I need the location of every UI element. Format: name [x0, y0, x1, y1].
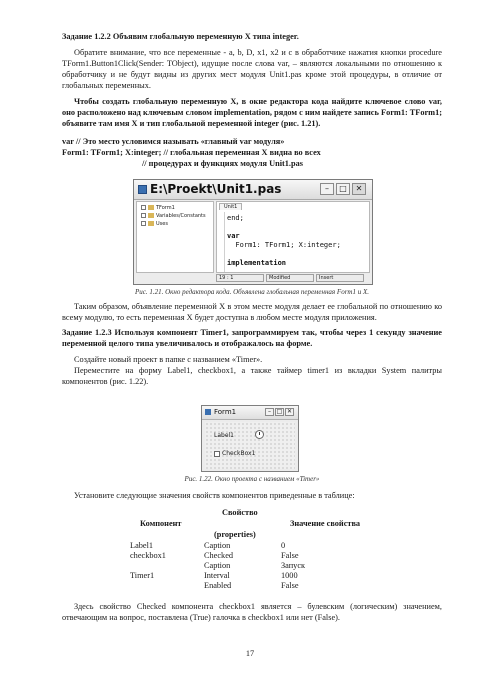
status-position: 19 : 1: [216, 274, 264, 282]
tree-item-variables[interactable]: Variables/Constants: [141, 213, 206, 220]
maximize-button[interactable]: □: [276, 408, 283, 415]
table-header-property: Свойство: [222, 508, 258, 517]
form1-titlebar[interactable]: [202, 406, 298, 420]
paragraph-create-project: Создайте новый проект в папке с названием «Timer».: [74, 355, 263, 364]
folder-icon: [148, 213, 154, 218]
editor-status-bar: [216, 274, 370, 283]
editor-code-line: implementation: [227, 259, 287, 267]
minimize-button[interactable]: –: [320, 183, 334, 195]
table-cell-value: False: [281, 551, 299, 560]
editor-gutter: [217, 212, 225, 272]
code-line-declaration: Form1: TForm1; X:integer; // глобальная переменная X видна во всех: [62, 148, 321, 157]
table-cell-component: checkbox1: [130, 551, 166, 560]
folder-icon: [148, 205, 154, 210]
table-cell-value: Запуск: [281, 561, 306, 570]
form-design-grid[interactable]: [205, 422, 295, 469]
table-cell-component: Label1: [130, 541, 154, 550]
expand-icon[interactable]: [141, 213, 146, 218]
task-heading-1-2-3: Задание 1.2.3 Используя компонент Timer1, запрограммируем так, чтобы через 1 секунду значение переменной целого типа увеличивалось и отображалось на форме.: [62, 328, 442, 348]
expand-icon[interactable]: [141, 205, 146, 210]
code-editor-title: E:\Proekt\Unit1.pas: [150, 182, 282, 196]
checkbox-icon[interactable]: [214, 451, 220, 457]
code-editor-window: [133, 179, 373, 285]
table-cell-property: Checked: [204, 551, 234, 560]
table-cell-value: 1000: [281, 571, 298, 580]
form1-title: Form1: [214, 408, 237, 416]
status-modified: Modified: [266, 274, 314, 282]
editor-code-line: end;: [227, 214, 244, 222]
minimize-button[interactable]: –: [265, 408, 274, 416]
paragraph-global-variable-instructions: Чтобы создать глобальную переменную X, в окне редактора кода найдите ключевое слово var, оно расположено над ключевым словом implementation, рядом с ним найдете запись Form1: TForm1; объявите там имя X и тип глобальной переменной integer (рис. 1.21).: [62, 97, 442, 128]
paragraph-checked-property: Здесь свойство Checked компонента checkbox1 является – булевским (логическим) значением, отвечающим на вопрос, поставлена (True) галочка в checkbox1 или нет (False).: [62, 602, 442, 622]
code-line-comment: // процедурах и функциях модуля Unit1.pas: [142, 159, 303, 168]
table-header-value: Значение свойства: [290, 519, 361, 528]
expand-icon[interactable]: [141, 221, 146, 226]
table-cell-property: Enabled: [204, 581, 232, 590]
paragraph-global-scope: Таким образом, объявление переменной X в этом месте модуля делает ее глобальной по отношению ко всему модулю, то есть переменная X будет доступна в любом месте модуля приложения.: [62, 302, 442, 322]
table-intro: Установите следующие значения свойств компонентов приведенные в таблице:: [74, 491, 355, 500]
maximize-button[interactable]: □: [336, 183, 350, 195]
figure-1-22-caption: Рис. 1.22. Окно проекта с названием «Timer»: [184, 475, 320, 483]
table-cell-value: False: [281, 581, 299, 590]
table-header-properties: (properties): [214, 530, 256, 539]
paragraph-place-components: Переместите на форму Label1, checkbox1, а также таймер timer1 из вкладки System палитры компонентов (рис. 1.22).: [62, 366, 442, 386]
close-button[interactable]: ✕: [352, 183, 366, 195]
folder-icon: [148, 221, 154, 226]
code-explorer-tree[interactable]: [136, 201, 214, 273]
table-header-component: Компонент: [140, 519, 182, 528]
code-editor-titlebar[interactable]: [134, 180, 372, 200]
editor-tab-unit1[interactable]: Unit1: [219, 203, 242, 210]
status-insert-mode: Insert: [316, 274, 364, 282]
close-button[interactable]: ✕: [286, 408, 293, 415]
code-editor-pane[interactable]: [216, 201, 370, 273]
task-heading-1-2-2: Задание 1.2.2 Объявим глобальную переменную X типа integer.: [62, 32, 299, 41]
page-number: 17: [245, 649, 255, 658]
editor-code-line: var: [227, 232, 240, 240]
label1-component[interactable]: Label1: [214, 432, 235, 439]
app-icon: [138, 185, 147, 194]
form1-window: [201, 405, 299, 472]
table-cell-property: Caption: [204, 541, 231, 550]
code-line-var: var // Это место условимся называть «главный var модуля»: [62, 137, 285, 146]
paragraph-local-variables: Обратите внимание, что все переменные - a, b, D, x1, x2 и c в обработчике нажатия кнопки procedure TForm1.Button1Click(Sender: TObject), идущие после слова var, – являются локальными по отношению к обработчику и не будут видны из других мест модуля Unit1.pas кроме этой процедуры, в отличие от глобальных переменных.: [62, 48, 442, 90]
table-cell-property: Caption: [204, 561, 231, 570]
tree-item-tform1[interactable]: TForm1: [141, 205, 175, 212]
figure-1-21-caption: Рис. 1.21. Окно редактора кода. Объявлена глобальная переменная Form1 и X.: [134, 288, 370, 296]
table-cell-component: Timer1: [130, 571, 155, 580]
checkbox1-label[interactable]: CheckBox1: [222, 450, 256, 457]
table-cell-property: Interval: [204, 571, 230, 580]
table-cell-value: 0: [281, 541, 286, 550]
tree-item-uses[interactable]: Uses: [141, 221, 168, 228]
timer-icon[interactable]: [255, 430, 264, 439]
app-icon: [205, 409, 211, 415]
editor-code-line-cursor: Form1: TForm1; X:integer;: [227, 241, 341, 249]
